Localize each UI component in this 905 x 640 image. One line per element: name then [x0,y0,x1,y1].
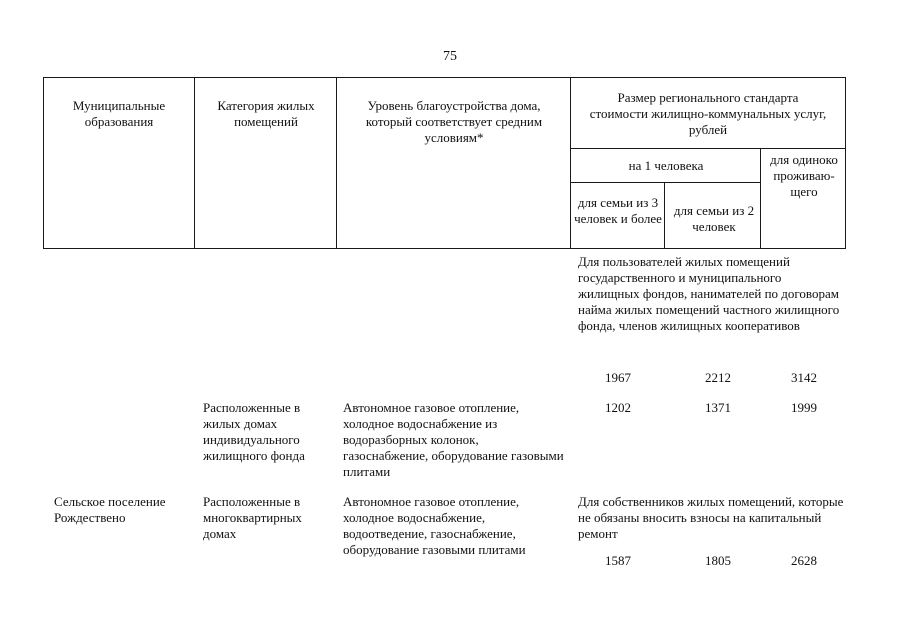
note-users: Для пользователей жилых помещений государственного и муниципального жилищных фондов, нанимателей по договорам найма жилых помещений частного жилищного фонда, членов жилищных кооперативов [578,254,840,333]
row2-family2-value: 1371 [705,400,731,415]
row1-single-value: 3142 [791,370,817,385]
row2-single-value: 1999 [791,400,817,415]
header-per-person: на 1 человека [628,158,704,173]
row3-category: Расположенные в многоквартирных домах [203,494,302,541]
row3-municipality: Сельское поселение Рождествено [54,494,166,525]
header-municipal: Муниципальные образования [72,98,166,129]
row2-category: Расположенные в жилых домах индивидуального жилищного фонда [203,400,305,463]
page-number: 75 [443,49,457,64]
row3-family3-value: 1587 [605,553,631,568]
row2-comfort: Автономное газовое отопление, холодное водоснабжение из водоразборных колонок, газоснабжение, оборудование газовыми плитами [343,400,564,479]
row3-family2-value: 1805 [705,553,731,568]
row3-comfort: Автономное газовое отопление, холодное водоснабжение, водоотведение, газоснабжение, оборудование газовыми плитами [343,494,526,557]
header-family-2: для семьи из 2 человек [673,203,755,234]
header-standard-size: Размер регионального стандарта стоимости жилищно-коммунальных услуг, рублей [589,90,827,137]
row1-family2-value: 2212 [705,370,731,385]
note-owners: Для собственников жилых помещений, которые не обязаны вносить взносы на капитальный ремонт [578,494,844,541]
row3-single-value: 2628 [791,553,817,568]
header-family-3: для семьи из 3 человек и более [574,195,662,226]
header-comfort-level: Уровень благоустройства дома, который соответствует средним условиям* [365,98,543,145]
row2-family3-value: 1202 [605,400,631,415]
header-category: Категория жилых помещений [217,98,315,129]
row1-family3-value: 1967 [605,370,631,385]
header-single: для одиноко проживаю-щего [770,152,838,199]
